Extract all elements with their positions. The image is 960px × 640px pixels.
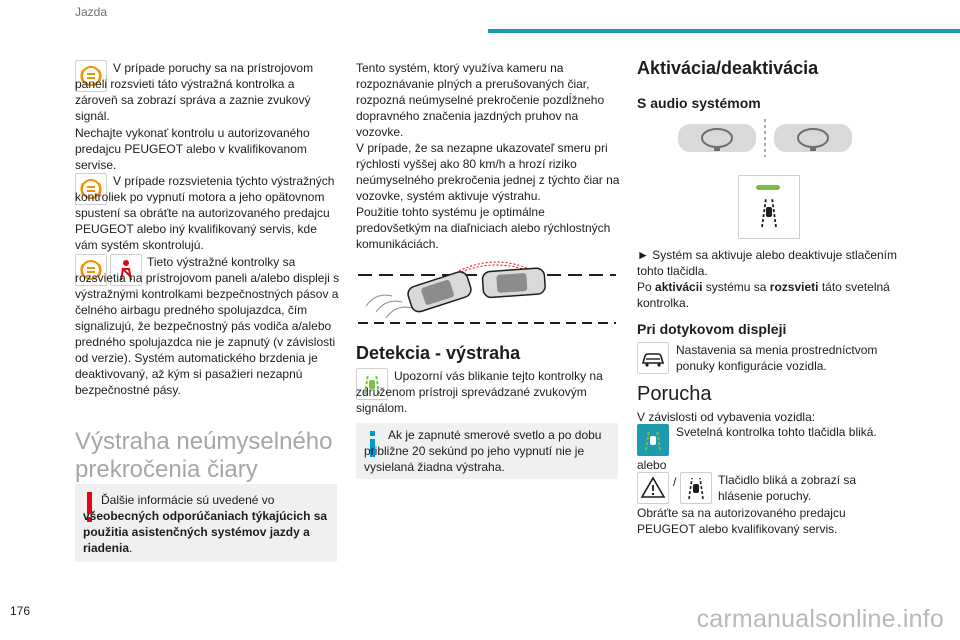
lane-warning-icon xyxy=(637,472,669,504)
steering-wheel-lane-illustration xyxy=(670,117,860,159)
touchscreen-subheading: Pri dotykovom displeji xyxy=(637,321,787,337)
lane-keep-button-icon xyxy=(755,194,783,230)
col1-paragraph-1: V prípade poruchy sa na prístrojovom paneli rozsvieti táto výstražná kontrolka a zároveň sa zobrazí správa a zaznie zvukový signál. xyxy=(75,61,314,123)
toggle-instruction: ► Systém sa aktivuje alebo deaktivuje stlačením tohto tlačidla. xyxy=(637,248,897,278)
activation-post: táto svetelná kontrolka. xyxy=(637,280,890,310)
warning-text-bold: všeobecných odporúčaniach týkajúcich sa použitia asistenčných systémov jazdy a riadenia xyxy=(83,509,328,555)
activation-note xyxy=(637,279,902,311)
fault-message-text: Tlačidlo bliká a zobrazí sa hlásenie poruchy. xyxy=(718,473,857,503)
fault-blink-text: Svetelná kontrolka tohto tlačidla bliká. xyxy=(676,425,877,439)
page-number: 176 xyxy=(10,604,31,618)
activation-pre: Po xyxy=(637,280,652,294)
col1-paragraph-3: V prípade rozsvietenia týchto výstražných kontroliek po vypnutí motora a jeho opätovnom spustení sa obráťte na autorizovaného predajcu PEUGEOT alebo iný kvalifikovaný servis, kde vám systém skontrolujú. xyxy=(75,174,335,252)
detection-text: Upozorní vás blikanie tejto kontrolky na združenom prístroji sprevádzané zvukovým signálom. xyxy=(356,369,603,415)
button-indicator-led xyxy=(756,185,780,190)
info-text: Ak je zapnuté smerové svetlo a po dobu približne 20 sekúnd po jeho vypnutí nie je vysielaná žiadna výstraha. xyxy=(364,428,602,474)
touchscreen-text: Nastavenia sa menia prostredníctvom ponuky konfigurácie vozidla. xyxy=(676,343,878,373)
col2-paragraph-2: V prípade, že sa nezapne ukazovateľ smeru pri rýchlosti vyššej ako 80 km/h a hrozí riziko neúmyselného prekročenia jednej z týchto čiar na vozovke, systém aktivuje výstrahu. xyxy=(356,141,620,203)
col2-paragraph-3: Použitie tohto systému je optimálne predovšetkým na diaľniciach alebo rýchlostných komunikáciách. xyxy=(356,205,611,251)
fault-slash: / xyxy=(673,475,677,489)
audio-subheading: S audio systémom xyxy=(637,95,761,111)
fault-or: alebo xyxy=(637,458,667,472)
activation-bold-2: rozsvieti xyxy=(769,280,819,294)
lane-departure-illustration xyxy=(354,256,619,328)
activation-mid: systému sa xyxy=(705,280,767,294)
lane-departure-heading: Výstraha neúmyselného prekročenia čiary xyxy=(75,428,333,483)
col2-intro: Tento systém, ktorý využíva kameru na rozpoznávanie plných a prerušovaných čiar, rozpozná neúmyselné prekročenie pozdĺžneho dopravného značenia jazdných pruhov na vozovke. xyxy=(356,61,605,139)
lane-keep-fault-icon xyxy=(680,472,712,504)
warning-text-pre: Ďalšie informácie sú uvedené vo xyxy=(101,493,275,507)
activation-bold-1: aktivácii xyxy=(655,280,703,294)
fault-intro: V závislosti od vybavenia vozidla: xyxy=(637,410,816,424)
activation-heading: Aktivácia/deaktivácia xyxy=(637,58,819,78)
warning-text-post: . xyxy=(129,541,133,555)
section-label: Jazda xyxy=(75,5,108,19)
warning-text xyxy=(83,492,333,556)
lane-assist-button[interactable] xyxy=(738,175,800,239)
info-box xyxy=(356,423,618,479)
detection-heading: Detekcia - výstraha xyxy=(356,343,521,363)
fault-contact-text: Obráťte sa na autorizovaného predajcu PEUGEOT alebo kvalifikovaný servis. xyxy=(637,506,846,536)
warning-box xyxy=(75,484,337,562)
watermark: carmanualsonline.info xyxy=(696,605,944,633)
vehicle-settings-icon xyxy=(637,342,669,374)
col1-paragraph-4: Tieto výstražné kontrolky sa rozsvietia na prístrojovom paneli a/alebo displeji s výstražnými kontrolkami bezpečnostných pásov a čelného airbagu predného spolujazdca, čím signalizujú, že bezpečnostný pás vodiča a/alebo predného spolujazdca nie je zapnutý (v závislosti od verzie). Systém automatického brzdenia je deaktivovaný, až kým si pasažieri nezapnú bezpečnostné pásy. xyxy=(75,255,340,397)
fault-heading: Porucha xyxy=(637,383,712,405)
col1-paragraph-2: Nechajte vykonať kontrolu u autorizovaného predajcu PEUGEOT alebo v kvalifikovanom servise. xyxy=(75,126,310,172)
accent-bar xyxy=(488,29,960,33)
lane-fault-icon xyxy=(637,424,669,456)
